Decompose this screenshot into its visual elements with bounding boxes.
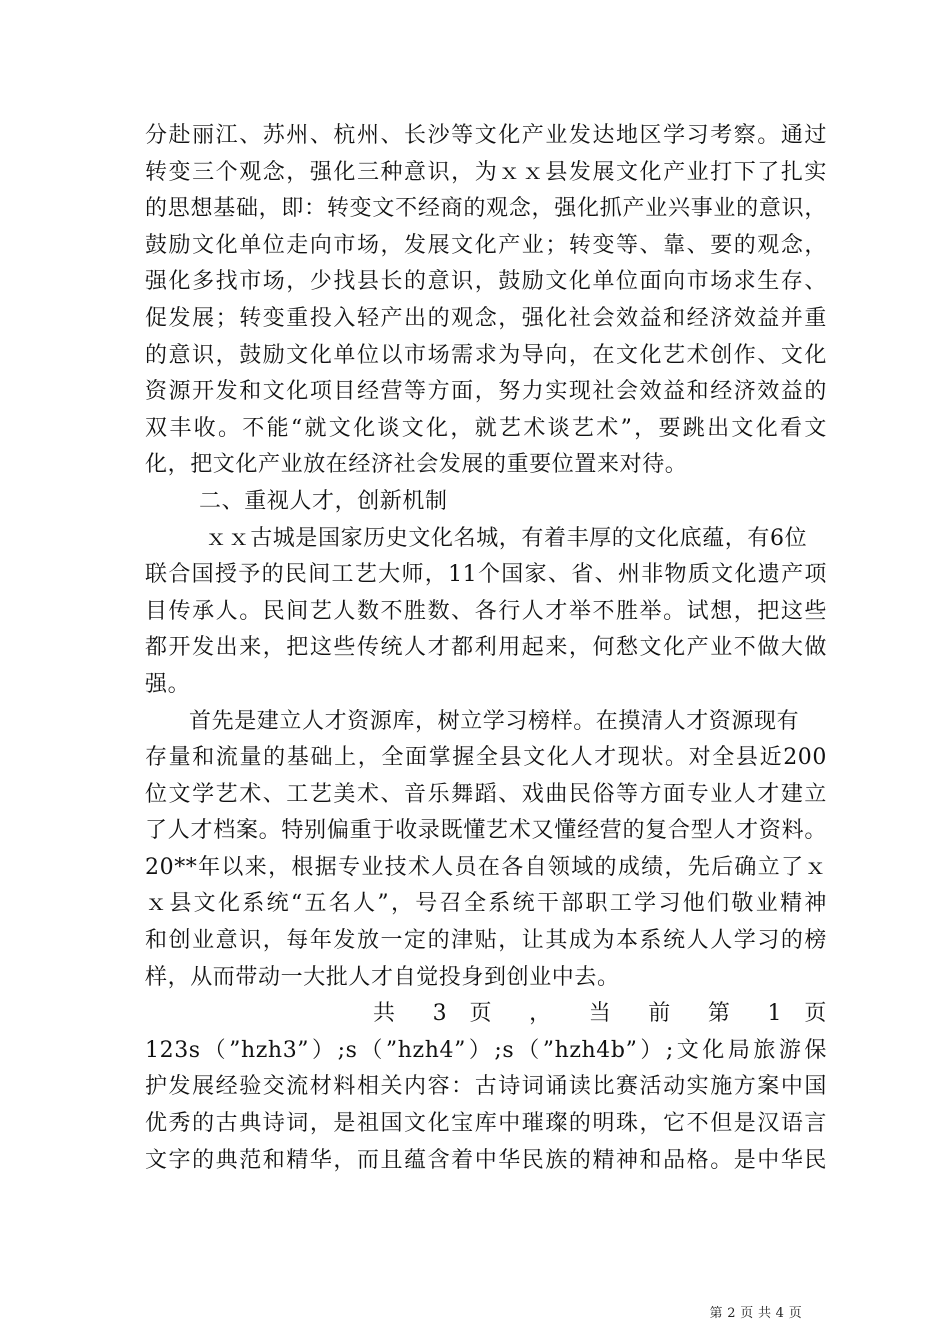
page-number-footer: 第 2 页 共 4 页 — [709, 1306, 802, 1321]
text-line: 强化多找市场，少找县长的意识，鼓励文化单位面向市场求生存、 — [145, 269, 827, 295]
text-line: ｘ县文化系统“五名人”，号召全系统干部职工学习他们敬业精神 — [145, 891, 827, 917]
text-line: 双丰收。不能“就文化谈文化，就艺术谈艺术”，要跳出文化看文 — [145, 415, 827, 441]
paragraph-first-line: 首先是建立人才资源库，树立学习榜样。在摸清人才资源现有 — [189, 708, 800, 734]
text-line: 20**年以来，根据专业技术人员在各自领域的成绩，先后确立了ｘ — [145, 854, 827, 880]
text-line: 文字的典范和精华，而且蕴含着中华民族的精神和品格。是中华民 — [145, 1147, 827, 1173]
section-heading: 二、重视人才，创新机制 — [199, 488, 448, 514]
text-line: 护发展经验交流材料相关内容：古诗词诵读比赛活动实施方案中国 — [145, 1074, 827, 1100]
text-line: 样，从而带动一大批人才自觉投身到创业中去。 — [145, 964, 620, 990]
text-line: 转变三个观念，强化三种意识，为ｘｘ县发展文化产业打下了扎实 — [145, 159, 827, 185]
text-line: 存量和流量的基础上，全面掌握全县文化人才现状。对全县近200 — [145, 745, 827, 771]
text-line: 优秀的古典诗词，是祖国文化宝库中璀璨的明珠，它不但是汉语言 — [145, 1111, 827, 1137]
text-line: 都开发出来，把这些传统人才都利用起来，何愁文化产业不做大做 — [145, 635, 827, 661]
body-text — [145, 118, 827, 1179]
text-line: 资源开发和文化项目经营等方面，努力实现社会效益和经济效益的 — [145, 379, 827, 405]
text-line: 强。 — [145, 671, 191, 697]
text-line: 鼓励文化单位走向市场，发展文化产业；转变等、靠、要的观念， — [145, 232, 827, 258]
text-line: 位文学艺术、工艺美术、音乐舞蹈、戏曲民俗等方面专业人才建立 — [145, 781, 827, 807]
text-line: 促发展；转变重投入轻产出的观念，强化社会效益和经济效益并重 — [145, 305, 827, 331]
text-line: 目传承人。民间艺人数不胜数、各行人才举不胜举。试想，把这些 — [145, 598, 827, 624]
text-line: 的思想基础，即：转变文不经商的观念，强化抓产业兴事业的意识， — [145, 196, 827, 222]
paragraph-first-line: ｘｘ古城是国家历史文化名城，有着丰厚的文化底蕴，有6位 — [205, 525, 808, 551]
text-line: 化，把文化产业放在经济社会发展的重要位置来对待。 — [145, 452, 688, 478]
text-line: 的意识，鼓励文化单位以市场需求为导向，在文化艺术创作、文化 — [145, 342, 827, 368]
text-line: 联合国授予的民间工艺大师，11个国家、省、州非物质文化遗产项 — [145, 562, 827, 588]
text-line: 123s（”hzh3”）;s（”hzh4”）;s（”hzh4b”）;文化局旅游保 — [145, 1037, 827, 1063]
text-line: 分赴丽江、苏州、杭州、长沙等文化产业发达地区学习考察。通过 — [145, 123, 827, 148]
text-line: 了人才档案。特别偏重于收录既懂艺术又懂经营的复合型人才资料。 — [145, 818, 827, 844]
text-line: 和创业意识，每年发放一定的津贴，让其成为本系统人人学习的榜 — [145, 928, 827, 954]
page-count-line: 共 3 页 ， 当 前 第 1 页 — [373, 1001, 827, 1027]
